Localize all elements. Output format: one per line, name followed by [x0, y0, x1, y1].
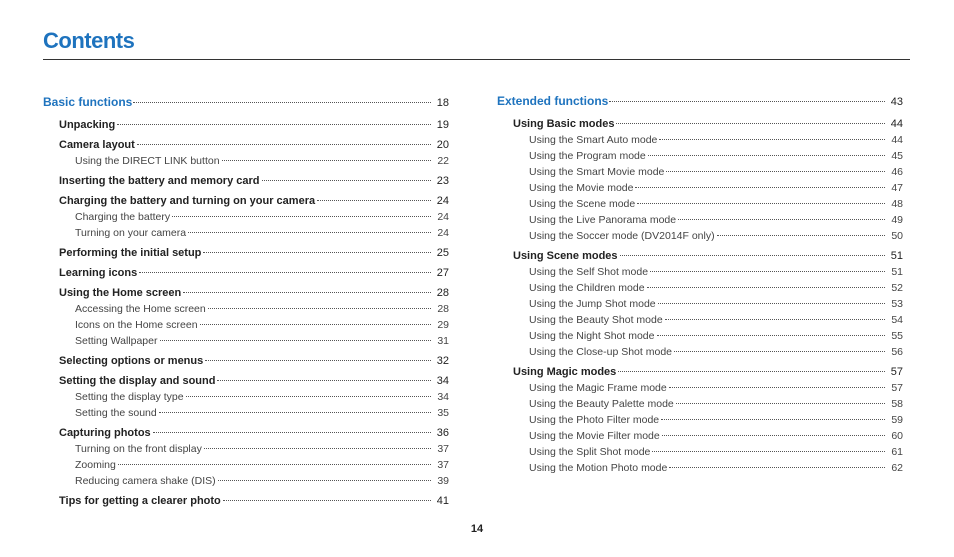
toc-entry-label: Using the Close-up Shot mode [529, 346, 672, 358]
toc-page-number: 54 [891, 314, 903, 326]
leader-dots [616, 123, 885, 124]
toc-entry-label: Using the Smart Movie mode [529, 166, 665, 178]
leader-dots [183, 292, 431, 293]
toc-subentry[interactable] [43, 153, 449, 169]
toc-entry-label: Using the Beauty Shot mode [529, 314, 663, 326]
toc-subentry[interactable] [43, 301, 449, 317]
toc-entry-label: Zooming [75, 459, 116, 471]
toc-entry-label: Using the Program mode [529, 150, 646, 162]
toc-page-number: 58 [891, 398, 903, 410]
page-title: Contents [43, 28, 135, 53]
toc-entry[interactable] [43, 493, 449, 509]
toc-entry-list [497, 116, 903, 476]
toc-subentry[interactable] [43, 457, 449, 473]
toc-entry[interactable] [43, 285, 449, 301]
toc-entry[interactable] [43, 117, 449, 133]
toc-page-number: 35 [437, 407, 449, 419]
toc-page-number: 51 [890, 250, 903, 262]
leader-dots [658, 303, 885, 304]
toc-entry-label: Using Basic modes [513, 118, 615, 130]
toc-entry-label: Using the Motion Photo mode [529, 462, 668, 474]
toc-page-number: 44 [891, 134, 903, 146]
toc-entry-label: Turning on your camera [75, 227, 187, 239]
toc-page-number: 24 [436, 195, 449, 207]
toc-page-number: 20 [436, 139, 449, 151]
toc-page-number: 24 [437, 227, 449, 239]
toc-entry-list [43, 117, 449, 509]
toc-entry-label: Using the Smart Auto mode [529, 134, 658, 146]
leader-dots [222, 160, 431, 161]
toc-page-number: 23 [436, 175, 449, 187]
toc-section-extended-functions[interactable] [497, 93, 903, 113]
toc-entry-label: Using the DIRECT LINK button [75, 155, 220, 167]
toc-entry-label: Unpacking [59, 119, 116, 131]
toc-page-number: 52 [891, 282, 903, 294]
toc-entry[interactable] [43, 193, 449, 209]
toc-page-number: 50 [891, 230, 903, 242]
toc-page-number: 36 [436, 427, 449, 439]
toc-subentry[interactable] [497, 228, 903, 244]
toc-entry-label: Setting the display type [75, 391, 184, 403]
leader-dots [188, 232, 431, 233]
toc-column-right [497, 93, 903, 476]
toc-page-number: 47 [891, 182, 903, 194]
toc-entry-label: Turning on the front display [75, 443, 202, 455]
toc-entry-label: Using the Children mode [529, 282, 645, 294]
toc-entry-label: Learning icons [59, 267, 138, 279]
toc-entry-label: Using the Home screen [59, 287, 182, 299]
toc-page-number: 48 [891, 198, 903, 210]
toc-page-number: 61 [891, 446, 903, 458]
toc-entry[interactable] [497, 116, 903, 132]
toc-entry-label: Reducing camera shake (DIS) [75, 475, 216, 487]
toc-entry[interactable] [43, 173, 449, 189]
leader-dots [648, 155, 885, 156]
leader-dots [659, 139, 885, 140]
toc-subentry[interactable] [497, 460, 903, 476]
toc-entry-label: Using Magic modes [513, 366, 617, 378]
leader-dots [153, 432, 431, 433]
leader-dots [204, 448, 431, 449]
toc-entry-label: Inserting the battery and memory card [59, 175, 260, 187]
toc-entry-label: Capturing photos [59, 427, 151, 439]
toc-subentry[interactable] [43, 473, 449, 489]
toc-entry-label: Setting Wallpaper [75, 335, 158, 347]
toc-entry-label: Using Scene modes [513, 250, 618, 262]
toc-subentry[interactable] [497, 312, 903, 328]
toc-entry-label: Using the Scene mode [529, 198, 636, 210]
toc-subentry[interactable] [497, 164, 903, 180]
toc-page-number: 24 [437, 211, 449, 223]
toc-entry-label: Using the Photo Filter mode [529, 414, 660, 426]
toc-entry-label: Using the Magic Frame mode [529, 382, 667, 394]
leader-dots [160, 340, 432, 341]
toc-subentry[interactable] [43, 225, 449, 241]
leader-dots [118, 464, 431, 465]
toc-entry-label: Using the Movie Filter mode [529, 430, 660, 442]
leader-dots [650, 271, 885, 272]
toc-page-number: 49 [891, 214, 903, 226]
toc-entry[interactable] [43, 137, 449, 153]
toc-entry-label: Setting the sound [75, 407, 157, 419]
toc-subentry[interactable] [497, 196, 903, 212]
toc-entry[interactable] [43, 245, 449, 261]
toc-page-number: 43 [890, 96, 903, 108]
toc-entry-label: Using the Live Panorama mode [529, 214, 677, 226]
toc-subentry[interactable] [497, 132, 903, 148]
toc-subentry[interactable] [497, 344, 903, 360]
leader-dots [137, 144, 431, 145]
toc-page-number: 62 [891, 462, 903, 474]
leader-dots [208, 308, 431, 309]
toc-subentry[interactable] [43, 405, 449, 421]
leader-dots [635, 187, 885, 188]
toc-entry-label: Using the Soccer mode (DV2014F only) [529, 230, 715, 242]
page-number: 14 [470, 523, 484, 535]
leader-dots [620, 255, 885, 256]
leader-dots [652, 451, 885, 452]
toc-page-number: 34 [436, 375, 449, 387]
toc-page-number: 25 [436, 247, 449, 259]
toc-page-number: 18 [436, 97, 449, 109]
toc-entry-label: Accessing the Home screen [75, 303, 206, 315]
toc-subentry[interactable] [497, 444, 903, 460]
leader-dots [186, 396, 431, 397]
toc-subentry[interactable] [497, 148, 903, 164]
leader-dots [666, 171, 885, 172]
leader-dots [117, 124, 431, 125]
leader-dots [661, 419, 885, 420]
toc-entry[interactable] [43, 373, 449, 389]
toc-subentry[interactable] [497, 280, 903, 296]
leader-dots [262, 180, 432, 181]
toc-entry[interactable] [497, 248, 903, 264]
toc-entry-label: Charging the battery and turning on your camera [59, 195, 316, 207]
leader-dots [223, 500, 431, 501]
toc-page-number: 27 [436, 267, 449, 279]
leader-dots [678, 219, 885, 220]
toc-entry-label: Using the Jump Shot mode [529, 298, 656, 310]
toc-page-number: 60 [891, 430, 903, 442]
toc-page-number: 59 [891, 414, 903, 426]
toc-subentry[interactable] [497, 296, 903, 312]
leader-dots [717, 235, 885, 236]
toc-subentry[interactable] [497, 412, 903, 428]
leader-dots [200, 324, 431, 325]
leader-dots [609, 101, 885, 102]
toc-subentry[interactable] [497, 180, 903, 196]
toc-entry[interactable] [43, 353, 449, 369]
toc-column-left [43, 94, 449, 509]
toc-page-number: 37 [437, 443, 449, 455]
toc-page-number: 28 [436, 287, 449, 299]
toc-entry-label: Setting the display and sound [59, 375, 216, 387]
toc-entry[interactable] [497, 364, 903, 380]
leader-dots [159, 412, 431, 413]
toc-subentry[interactable] [43, 441, 449, 457]
toc-subentry[interactable] [43, 317, 449, 333]
toc-subentry[interactable] [43, 389, 449, 405]
toc-page-number: 29 [437, 319, 449, 331]
toc-page-number: 46 [891, 166, 903, 178]
toc-section-label: Extended functions [497, 94, 609, 108]
toc-entry-label: Charging the battery [75, 211, 171, 223]
toc-page-number: 55 [891, 330, 903, 342]
leader-dots [203, 252, 431, 253]
toc-entry-label: Using the Movie mode [529, 182, 634, 194]
toc-page-number: 44 [890, 118, 903, 130]
leader-dots [647, 287, 885, 288]
toc-page-number: 57 [890, 366, 903, 378]
toc-subentry[interactable] [497, 328, 903, 344]
toc-subentry[interactable] [497, 212, 903, 228]
toc-page-number: 57 [891, 382, 903, 394]
toc-subentry[interactable] [497, 396, 903, 412]
toc-entry-label: Using the Self Shot mode [529, 266, 649, 278]
leader-dots [172, 216, 431, 217]
leader-dots [139, 272, 431, 273]
toc-subentry[interactable] [497, 264, 903, 280]
leader-dots [669, 387, 885, 388]
title-divider [43, 59, 910, 60]
toc-page-number: 41 [436, 495, 449, 507]
leader-dots [665, 319, 885, 320]
toc-entry-label: Using the Beauty Palette mode [529, 398, 674, 410]
leader-dots [618, 371, 885, 372]
toc-page-number: 51 [891, 266, 903, 278]
toc-entry-label: Camera layout [59, 139, 135, 151]
toc-entry[interactable] [43, 425, 449, 441]
toc-entry-label: Performing the initial setup [59, 247, 202, 259]
toc-subentry[interactable] [497, 380, 903, 396]
toc-page-number: 39 [437, 475, 449, 487]
leader-dots [676, 403, 885, 404]
leader-dots [637, 203, 885, 204]
toc-page-number: 34 [437, 391, 449, 403]
toc-entry-label: Using the Night Shot mode [529, 330, 655, 342]
leader-dots [662, 435, 885, 436]
leader-dots [657, 335, 886, 336]
leader-dots [674, 351, 885, 352]
toc-page-number: 19 [436, 119, 449, 131]
toc-page-number: 37 [437, 459, 449, 471]
leader-dots [669, 467, 885, 468]
leader-dots [317, 200, 431, 201]
leader-dots [133, 102, 431, 103]
toc-page-number: 45 [891, 150, 903, 162]
leader-dots [218, 480, 431, 481]
toc-subentry[interactable] [43, 209, 449, 225]
toc-entry-label: Selecting options or menus [59, 355, 204, 367]
toc-section-label: Basic functions [43, 95, 133, 109]
toc-section-basic-functions[interactable] [43, 94, 449, 114]
toc-page-number: 32 [436, 355, 449, 367]
toc-page-number: 56 [891, 346, 903, 358]
toc-subentry[interactable] [497, 428, 903, 444]
toc-page-number: 22 [437, 155, 449, 167]
leader-dots [205, 360, 431, 361]
toc-entry-label: Tips for getting a clearer photo [59, 495, 221, 507]
toc-page-number: 28 [437, 303, 449, 315]
toc-entry-label: Icons on the Home screen [75, 319, 198, 331]
toc-entry[interactable] [43, 265, 449, 281]
toc-page-number: 31 [437, 335, 449, 347]
leader-dots [217, 380, 431, 381]
toc-entry-label: Using the Split Shot mode [529, 446, 651, 458]
toc-subentry[interactable] [43, 333, 449, 349]
toc-page-number: 53 [891, 298, 903, 310]
